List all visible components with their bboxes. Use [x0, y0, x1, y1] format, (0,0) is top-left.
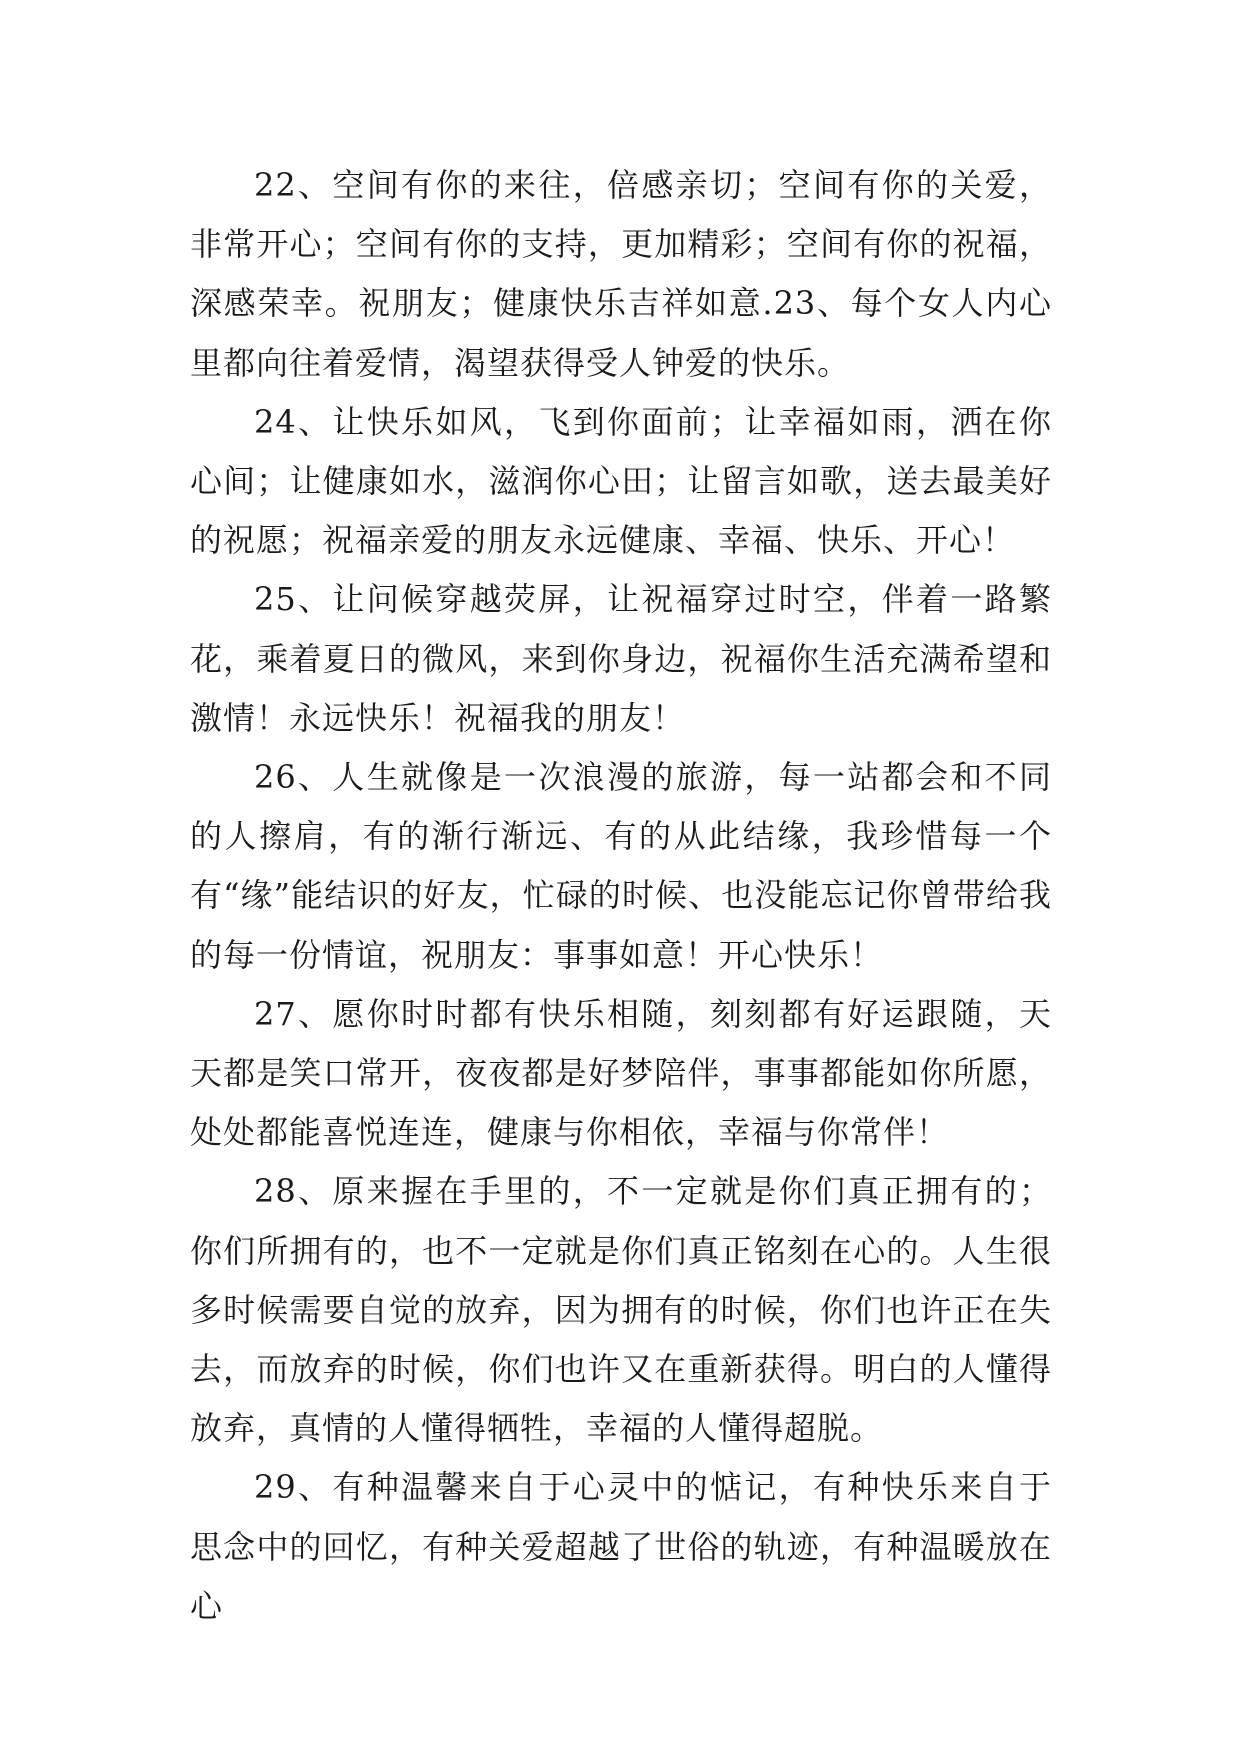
paragraph-25: 25、让问候穿越荧屏，让祝福穿过时空，伴着一路繁花，乘着夏日的微风，来到你身边，祝福你生活充满希望和激情！永远快乐！祝福我的朋友！ [190, 580, 1052, 737]
paragraph-28: 28、原来握在手里的，不一定就是你们真正拥有的；你们所拥有的，也不一定就是你们真正铭刻在心的。人生很多时候需要自觉的放弃，因为拥有的时候，你们也许正在失去，而放弃的时候，你们也许又在重新获得。明白的人懂得放弃，真情的人懂得牺牲，幸福的人懂得超脱。 [190, 1172, 1052, 1448]
paragraph-22: 22、空间有你的来往，倍感亲切；空间有你的关爱，非常开心；空间有你的支持，更加精彩；空间有你的祝福，深感荣幸。祝朋友；健康快乐吉祥如意.23、每个女人内心里都向往着爱情，渴望获得受人钟爱的快乐。 [190, 166, 1052, 382]
paragraph-24: 24、让快乐如风，飞到你面前；让幸福如雨，洒在你心间；让健康如水，滋润你心田；让留言如歌，送去最美好的祝愿；祝福亲爱的朋友永远健康、幸福、快乐、开心！ [190, 402, 1052, 560]
document-body [190, 156, 1052, 1636]
paragraph-27: 27、愿你时时都有快乐相随，刻刻都有好运跟随，天天都是笑口常开，夜夜都是好梦陪伴，事事都能如你所愿，处处都能喜悦连连，健康与你相依，幸福与你常伴！ [190, 994, 1052, 1152]
paragraph-26: 26、人生就像是一次浪漫的旅游，每一站都会和不同的人擦肩，有的渐行渐远、有的从此结缘，我珍惜每一个有“缘”能结识的好友，忙碌的时候、也没能忘记你曾带给我的每一份情谊，祝朋友：事事如意！开心快乐！ [190, 758, 1052, 974]
paragraph-29: 29、有种温馨来自于心灵中的惦记，有种快乐来自于思念中的回忆，有种关爱超越了世俗的轨迹，有种温暖放在心 [190, 1468, 1052, 1625]
